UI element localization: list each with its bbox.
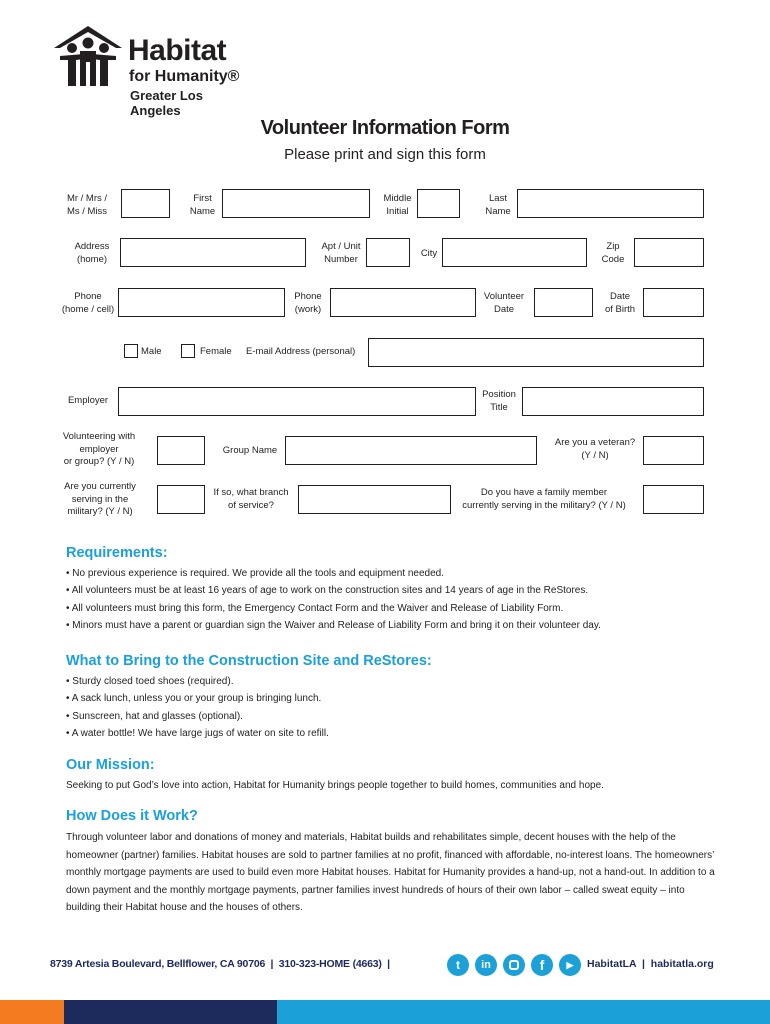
phone-work-label: Phone (work) — [294, 291, 322, 315]
serving-military-field[interactable] — [157, 485, 205, 514]
volunteering-with-field[interactable] — [157, 436, 205, 465]
phone-home-label: Phone (home / cell) — [61, 291, 115, 315]
phone-work-field[interactable] — [330, 288, 476, 317]
branch-field[interactable] — [298, 485, 451, 514]
first-name-label: First Name — [189, 193, 216, 217]
how-heading: How Does it Work? — [66, 808, 198, 824]
form-subtitle: Please print and sign this form — [284, 146, 486, 163]
male-checkbox[interactable] — [124, 344, 138, 358]
facebook-icon[interactable]: f — [531, 954, 553, 976]
veteran-label: Are you a veteran? (Y / N) — [554, 437, 636, 461]
habitat-logo-icon — [52, 26, 124, 88]
family-military-label: Do you have a family member currently serving in the military? (Y / N) — [462, 487, 626, 511]
logo-region: Greater Los Angeles — [130, 88, 203, 118]
volunteer-date-field[interactable] — [534, 288, 593, 317]
apt-unit-label: Apt / Unit Number — [321, 241, 361, 265]
female-label: Female — [200, 346, 232, 357]
linkedin-icon[interactable]: in — [475, 954, 497, 976]
employer-field[interactable] — [118, 387, 476, 416]
salutation-label: Mr / Mrs / Ms / Miss — [66, 193, 108, 217]
mission-text: Seeking to put God’s love into action, Habitat for Humanity brings people together to build homes, communities and hope. — [66, 780, 604, 791]
family-military-field[interactable] — [643, 485, 704, 514]
requirement-item: • No previous experience is required. We provide all the tools and equipment needed. — [66, 568, 444, 579]
footer-social-text: HabitatLA | habitatla.org — [587, 958, 714, 970]
salutation-field[interactable] — [121, 189, 170, 218]
city-label: City — [420, 248, 438, 259]
volunteer-date-label: Volunteer Date — [483, 291, 525, 315]
bottom-bar-navy — [64, 1000, 277, 1024]
last-name-label: Last Name — [485, 193, 511, 217]
branch-label: If so, what branch of service? — [213, 487, 289, 511]
youtube-icon[interactable]: ▶ — [559, 954, 581, 976]
bottom-bar-blue — [277, 1000, 770, 1024]
how-text: Through volunteer labor and donations of money and materials, Habitat builds and rehabilitates simple, decent houses with the help of the homeowner (partner) families. Habitat houses are sold to partner families at no profit, financed with affordable, no-interest loans. The homeowners’ monthly mortgage payments are used to build even more Habitat houses. Habitat for Humanity provides a hand-up, not a hand-out. In addition to a down payment and the monthly mortgage payments, partner families invest hundreds of hours of their own labor – called sweat equity – into building their Habitat house and the houses of others. — [66, 832, 715, 913]
email-field[interactable] — [368, 338, 704, 367]
requirement-item: • All volunteers must bring this form, the Emergency Contact Form and the Waiver and Release of Liability Form. — [66, 603, 564, 614]
volunteering-with-label: Volunteering with employer or group? (Y / N) — [62, 431, 136, 467]
form-title: Volunteer Information Form — [260, 117, 510, 139]
male-label: Male — [141, 346, 162, 357]
requirement-item: • Minors must have a parent or guardian sign the Waiver and Release of Liability Form and bring it on their volunteer day. — [66, 620, 601, 631]
position-title-label: Position Title — [482, 389, 516, 413]
bring-item: • Sunscreen, hat and glasses (optional). — [66, 711, 243, 722]
logo — [52, 26, 252, 118]
group-name-label: Group Name — [222, 445, 278, 456]
logo-subtitle: for Humanity® — [129, 68, 240, 85]
apt-unit-field[interactable] — [366, 238, 410, 267]
middle-initial-field[interactable] — [417, 189, 460, 218]
instagram-icon[interactable] — [503, 954, 525, 976]
logo-title: Habitat — [128, 34, 227, 67]
first-name-field[interactable] — [222, 189, 370, 218]
footer-address: 8739 Artesia Boulevard, Bellflower, CA 90706 | 310-323-HOME (4663) | — [50, 958, 390, 970]
email-label: E-mail Address (personal) — [246, 346, 356, 357]
zip-field[interactable] — [634, 238, 704, 267]
veteran-field[interactable] — [643, 436, 704, 465]
city-field[interactable] — [442, 238, 587, 267]
twitter-icon[interactable]: t — [447, 954, 469, 976]
group-name-field[interactable] — [285, 436, 537, 465]
serving-military-label: Are you currently serving in the military? (Y / N) — [64, 481, 136, 517]
bring-heading: What to Bring to the Construction Site and ReStores: — [66, 653, 432, 669]
bring-item: • Sturdy closed toed shoes (required). — [66, 676, 234, 687]
employer-label: Employer — [67, 395, 109, 406]
date-of-birth-field[interactable] — [643, 288, 704, 317]
address-field[interactable] — [120, 238, 306, 267]
requirement-item: • All volunteers must be at least 16 years of age to work on the construction sites and 14 years of age in the ReStores. — [66, 585, 589, 596]
zip-label: Zip Code — [601, 241, 625, 265]
middle-initial-label: Middle Initial — [383, 193, 412, 217]
last-name-field[interactable] — [517, 189, 704, 218]
position-title-field[interactable] — [522, 387, 704, 416]
requirements-heading: Requirements: — [66, 545, 168, 561]
female-checkbox[interactable] — [181, 344, 195, 358]
phone-home-field[interactable] — [118, 288, 285, 317]
bottom-bar-orange — [0, 1000, 64, 1024]
address-label: Address (home) — [74, 241, 110, 265]
bring-item: • A sack lunch, unless you or your group is bringing lunch. — [66, 693, 322, 704]
mission-heading: Our Mission: — [66, 757, 155, 773]
date-of-birth-label: Date of Birth — [604, 291, 636, 315]
bring-item: • A water bottle! We have large jugs of water on site to refill. — [66, 728, 329, 739]
